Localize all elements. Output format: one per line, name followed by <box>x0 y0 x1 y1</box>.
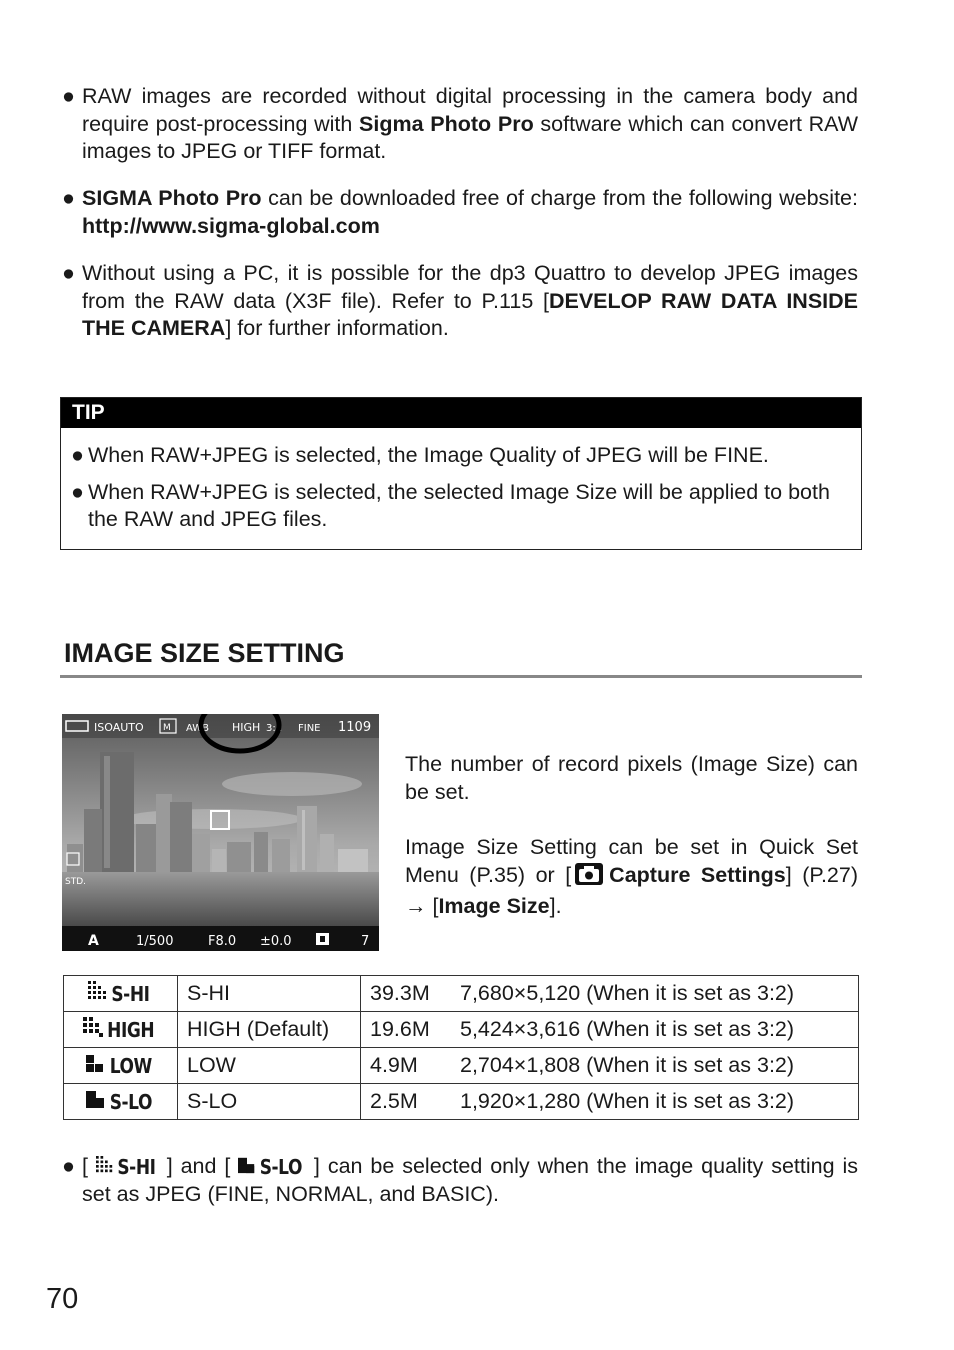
tip-heading: TIP <box>61 398 861 428</box>
lcd-exposure-mode: A <box>88 933 99 949</box>
tip-text: When RAW+JPEG is selected, the selected Image Size will be applied to both the RAW and JPEG files. <box>88 480 830 531</box>
size-pixels: 2,704×1,808 (When it is set as 3:2) <box>460 1053 795 1077</box>
size-icon-label: HIGH <box>106 1017 155 1042</box>
size-icon-cell <box>64 1012 178 1048</box>
bullet-develop-raw <box>62 260 858 343</box>
note-text: ] and [ <box>158 1154 239 1178</box>
size-name: HIGH (Default) <box>178 1012 361 1048</box>
size-icon-label: S-LO <box>109 1089 152 1114</box>
size-name: S-HI <box>178 976 361 1012</box>
size-icon-cell <box>64 1084 178 1120</box>
bullet-text: ] for further information. <box>225 316 449 340</box>
capture-settings-label: Capture Settings <box>609 863 786 887</box>
table-row <box>64 1048 859 1084</box>
table-row <box>64 1012 859 1048</box>
para-text: Image Size Setting can be set in Quick Set Menu (P.35) or [ <box>405 835 858 887</box>
size-megapixels: 39.3M <box>370 981 430 1005</box>
size-setting-text <box>405 833 858 920</box>
bullet-size-note <box>62 1153 858 1209</box>
size-megapixels: 19.6M <box>370 1017 430 1041</box>
bullet-download <box>62 185 858 240</box>
size-icon-cell <box>64 1048 178 1084</box>
bullet-text: Without using a PC, it is possible for the dp3 Quattro to develop JPEG images from the RAW data (X3F file). Refer to P.115 [ <box>82 261 858 313</box>
para-text: [ <box>426 894 439 918</box>
bullet-bold: SIGMA Photo Pro <box>82 186 262 210</box>
bullet-bold: DEVELOP RAW DATA INSIDE THE CAMERA <box>82 288 859 340</box>
size-icon-label: LOW <box>109 1053 152 1078</box>
camera-icon <box>575 863 603 892</box>
arrow-right-icon: → <box>405 894 427 918</box>
lcd-aperture: F8.0 <box>208 934 237 949</box>
size-intro-text: The number of record pixels (Image Size) can be set. <box>405 752 858 804</box>
bullet-dot-icon: ● <box>71 443 84 467</box>
website-link[interactable]: http://www.sigma-global.com <box>82 213 380 238</box>
bullet-dot-icon: ● <box>62 186 75 210</box>
size-pixels-cell <box>361 1012 859 1048</box>
bullet-bold: Sigma Photo Pro <box>359 111 534 136</box>
para-text: ] (P.27) <box>785 863 858 887</box>
size-pixels-cell <box>361 976 859 1012</box>
size-icon-label: S-HI <box>111 981 150 1006</box>
tip-box <box>60 397 862 550</box>
block-icon <box>86 1089 106 1115</box>
page-number: 70 <box>46 1283 79 1315</box>
grid-dense-icon <box>96 1154 114 1182</box>
bullet-text: software which can convert RAW images to JPEG or TIFF format. <box>82 111 858 163</box>
grid-dense-icon <box>88 981 108 1007</box>
lcd-iso: ISOAUTO <box>94 721 144 734</box>
bullet-dot-icon: ● <box>71 480 84 504</box>
note-text: [ <box>82 1154 96 1178</box>
bullet-dot-icon: ● <box>62 1154 75 1178</box>
section-divider <box>60 675 862 678</box>
table-row <box>64 976 859 1012</box>
lcd-scene <box>62 714 379 951</box>
lcd-shots: 1109 <box>338 720 372 735</box>
note-icon-label: S-LO <box>259 1154 303 1179</box>
image-size-label: Image Size <box>438 894 550 918</box>
section-title: IMAGE SIZE SETTING <box>64 638 345 668</box>
lcd-aspect: 3:2 <box>266 723 283 734</box>
lcd-drive-count: 7 <box>361 934 370 949</box>
grid-medium-icon <box>83 1017 103 1043</box>
size-megapixels: 4.9M <box>370 1053 418 1077</box>
tip-item <box>71 479 851 533</box>
lcd-color-mode: STD. <box>65 877 87 887</box>
grid-sparse-icon <box>86 1053 106 1079</box>
size-name: LOW <box>178 1048 361 1084</box>
bullet-dot-icon: ● <box>62 84 75 108</box>
tip-text: When RAW+JPEG is selected, the Image Quality of JPEG will be FINE. <box>88 443 769 467</box>
size-megapixels: 2.5M <box>370 1089 418 1113</box>
image-size-table <box>63 975 859 1120</box>
size-pixels-cell <box>361 1084 859 1120</box>
table-row <box>64 1084 859 1120</box>
para-text: ]. <box>549 894 562 918</box>
block-icon <box>238 1154 256 1182</box>
note-icon-label: S-HI <box>117 1154 156 1179</box>
bullet-raw-processing <box>62 83 858 166</box>
bullet-text: can be downloaded free of charge from the following website: <box>261 186 858 210</box>
lcd-mode-box: M <box>163 723 171 733</box>
lcd-quality: FINE <box>298 723 321 734</box>
size-pixels: 1,920×1,280 (When it is set as 3:2) <box>460 1089 795 1113</box>
lcd-shutter: 1/500 <box>136 934 174 949</box>
camera-lcd-screen <box>62 714 379 951</box>
lcd-awb: AWB <box>186 723 210 734</box>
size-name: S-LO <box>178 1084 361 1120</box>
size-pixels-cell <box>361 1048 859 1084</box>
tip-item <box>71 442 851 469</box>
bullet-text: RAW images are recorded without digital processing in the camera body and require post-processing with <box>82 84 858 136</box>
lcd-size: HIGH <box>232 721 261 734</box>
size-pixels: 7,680×5,120 (When it is set as 3:2) <box>460 981 795 1005</box>
bullet-dot-icon: ● <box>62 261 75 285</box>
lcd-ev: ±0.0 <box>260 934 292 949</box>
note-text: ] can be selected only when the image quality setting is set as JPEG (FINE, NORMAL, and BASIC). <box>82 1154 858 1207</box>
size-icon-cell <box>64 976 178 1012</box>
size-pixels: 5,424×3,616 (When it is set as 3:2) <box>460 1017 795 1041</box>
